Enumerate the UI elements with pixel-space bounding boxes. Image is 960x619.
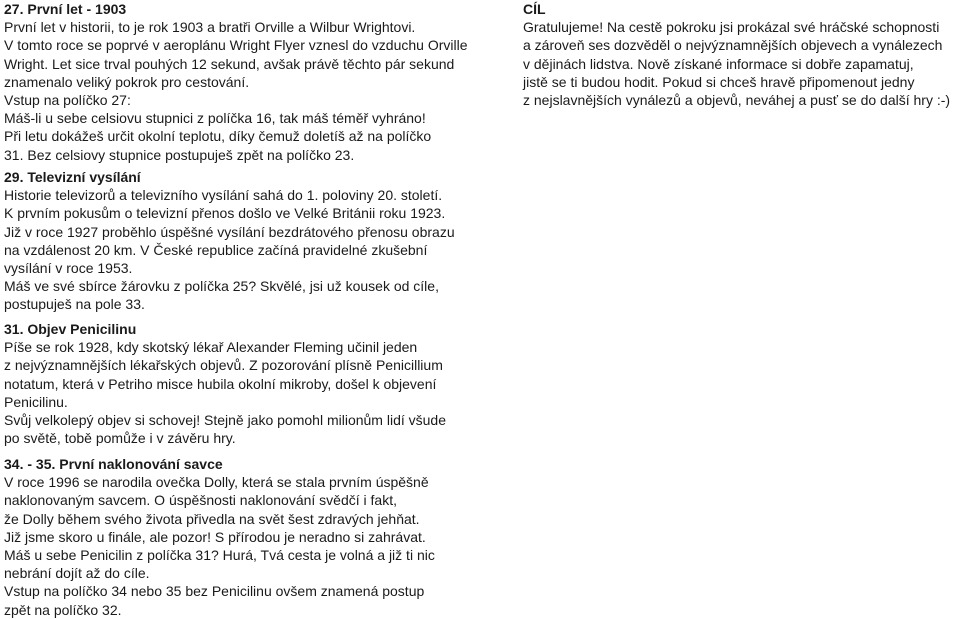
section-text-line: a zároveň ses dozvěděl o nejvýznamnějších objevech a vynálezech <box>523 37 943 54</box>
section-text-line: První let v historii, to je rok 1903 a bratři Orville a Wilbur Wrightovi. <box>4 19 416 36</box>
section-text-line: postupuješ na pole 33. <box>4 296 145 313</box>
section-goal <box>523 0 950 109</box>
section-31-penicillin <box>4 320 446 447</box>
section-title: 34. - 35. První naklonování savce <box>4 456 223 472</box>
section-text-line: Historie televizorů a televizního vysílání sahá do 1. poloviny 20. století. <box>4 187 443 204</box>
section-text-line: že Dolly během svého života přivedla na svět šest zdravých jehňat. <box>4 510 420 527</box>
section-text-line: naklonovaným savcem. O úspěšnosti naklonování svědčí i fakt, <box>4 492 397 509</box>
section-text-line: Vstup na políčko 34 nebo 35 bez Penicilinu ovšem znamená postup <box>4 583 425 600</box>
section-title: 27. První let - 1903 <box>4 1 127 17</box>
section-text-line: na vzdálenost 20 km. V České republice začíná pravidelné zkušební <box>4 241 428 258</box>
section-text-line: Máš-li u sebe celsiovu stupnici z políčka 16, tak máš téměř vyhráno! <box>4 110 426 127</box>
section-text-line: Vstup na políčko 27: <box>4 92 131 109</box>
section-text-line: po světě, tobě pomůže i v závěru hry. <box>4 430 236 447</box>
section-27-first-flight <box>4 0 468 164</box>
section-text-line: V roce 1996 se narodila ovečka Dolly, která se stala prvním úspěšně <box>4 474 429 491</box>
section-text-line: Penicilinu. <box>4 393 68 410</box>
section-text-line: Máš u sebe Penicilin z políčka 31? Hurá, Tvá cesta je volná a již ti nic <box>4 547 435 564</box>
section-text-line: Svůj velkolepý objev si schovej! Stejně jako pomohl milionům lidí všude <box>4 412 446 429</box>
section-text-line: zpět na políčko 32. <box>4 601 122 618</box>
section-text-line: vysílání v roce 1953. <box>4 260 133 277</box>
section-title: 29. Televizní vysílání <box>4 169 141 185</box>
section-text-line: Při letu dokážeš určit okolní teplotu, díky čemuž doletíš až na políčko <box>4 128 432 145</box>
section-34-35-cloning <box>4 455 435 619</box>
section-title: 31. Objev Penicilinu <box>4 321 137 337</box>
section-text-line: Gratulujeme! Na cestě pokroku jsi prokázal své hráčské schopnosti <box>523 19 940 36</box>
section-29-television <box>4 168 455 314</box>
section-text-line: V tomto roce se poprvé v aeroplánu Wright Flyer vznesl do vzduchu Orville <box>4 37 468 54</box>
section-text-line: K prvním pokusům o televizní přenos došlo ve Velké Británii roku 1923. <box>4 205 446 222</box>
section-text-line: znamenalo veliký pokrok pro cestování. <box>4 73 250 90</box>
section-text-line: notatum, která v Petriho misce hubila okolní mikroby, došel k objevení <box>4 375 437 392</box>
section-text-line: 31. Bez celsiovy stupnice postupuješ zpět na políčko 23. <box>4 146 355 163</box>
section-text-line: Již v roce 1927 proběhlo úspěšné vysílání bezdrátového přenosu obrazu <box>4 223 455 240</box>
section-text-line: Máš ve své sbírce žárovku z políčka 25? Skvělé, jsi už kousek od cíle, <box>4 278 439 295</box>
section-text-line: nebrání dojít až do cíle. <box>4 565 150 582</box>
section-text-line: Wright. Let sice trval pouhých 12 sekund, avšak právě těchto pár sekund <box>4 55 455 72</box>
section-text-line: v dějinách lidstva. Nově získané informace si dobře zapamatuj, <box>523 55 914 72</box>
section-title: CÍL <box>523 1 546 17</box>
section-text-line: Již jsme skoro u finále, ale pozor! S přírodou je neradno si zahrávat. <box>4 528 426 545</box>
section-text-line: z nejslavnějších vynálezů a objevů, neváhej a pusť se do další hry :-) <box>523 92 951 109</box>
section-text-line: jistě se ti budou hodit. Pokud si chceš hravě připomenout jedny <box>523 73 915 90</box>
section-text-line: Píše se rok 1928, kdy skotský lékař Alexander Fleming učinil jeden <box>4 339 418 356</box>
section-text-line: z nejvýznamnějších lékařských objevů. Z pozorování plísně Penicillium <box>4 357 443 374</box>
